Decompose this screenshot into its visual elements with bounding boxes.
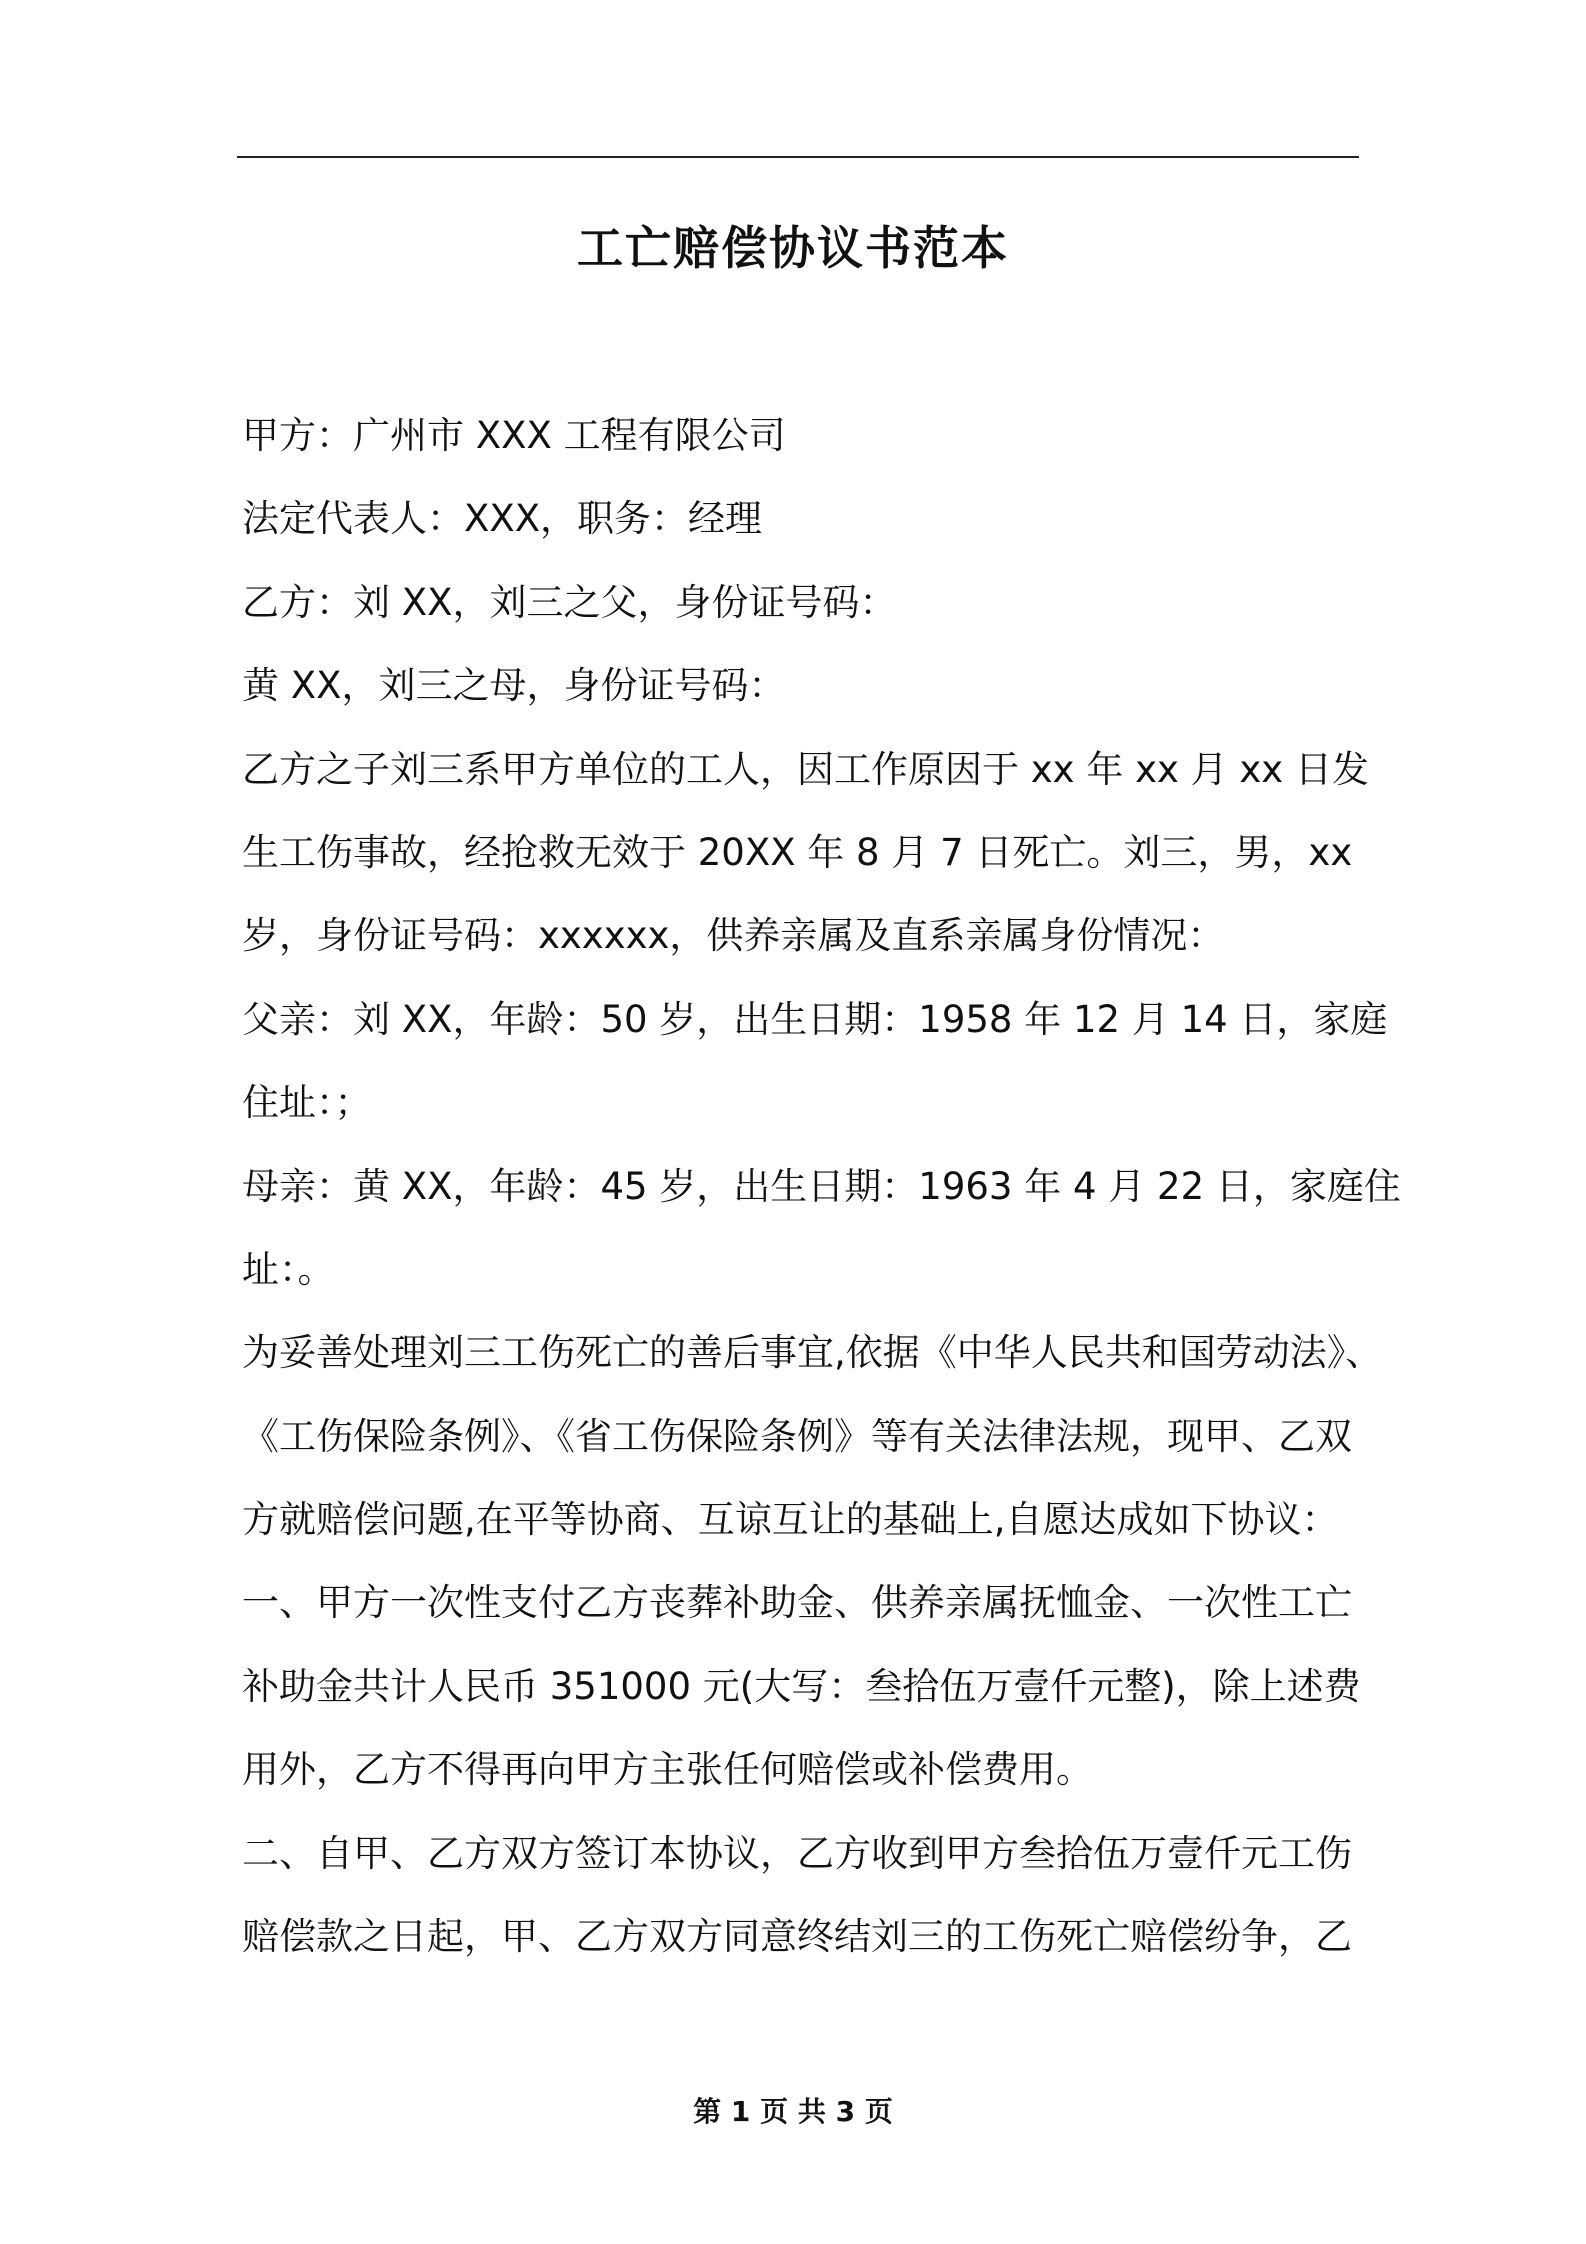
header-rule (237, 156, 1359, 158)
body-line: 用外，乙方不得再向甲方主张任何赔偿或补偿费用。 (242, 1748, 1093, 1792)
body-line: 乙方之子刘三系甲方单位的工人，因工作原因于 xx 年 xx 月 xx 日发 (242, 747, 1369, 791)
body-line: 法定代表人：XXX，职务：经理 (242, 497, 763, 541)
body-line: 赔偿款之日起，甲、乙方双方同意终结刘三的工伤死亡赔偿纷争，乙 (242, 1915, 1352, 1959)
body-line: 《工伤保险条例》、《省工伤保险条例》等有关法律法规，现甲、乙双 (242, 1414, 1352, 1458)
body-line: 生工伤事故，经抢救无效于 20XX 年 8 月 7 日死亡。刘三，男，xx (242, 830, 1353, 874)
body-line: 岁，身份证号码：xxxxxx，供养亲属及直系亲属身份情况： (242, 914, 1225, 958)
document-body (242, 404, 1401, 1988)
body-line: 乙方：刘 XX，刘三之父，身份证号码： (242, 580, 897, 624)
body-line: 方就赔偿问题,在平等协商、互谅互让的基础上,自愿达成如下协议： (242, 1498, 1339, 1542)
body-line: 父亲：刘 XX，年龄：50 岁，出生日期：1958 年 12 月 14 日，家庭 (242, 997, 1388, 1041)
body-line: 甲方：广州市 XXX 工程有限公司 (242, 414, 786, 457)
body-line: 补助金共计人民币 351000 元(大写：叁拾伍万壹仟元整)，除上述费 (242, 1664, 1361, 1708)
body-line: 黄 XX，刘三之母，身份证号码： (242, 664, 786, 708)
document-title: 工亡赔偿协议书范本 (577, 221, 1009, 275)
body-line: 母亲：黄 XX，年龄：45 岁，出生日期：1963 年 4 月 22 日，家庭住 (242, 1164, 1401, 1208)
body-line: 一、甲方一次性支付乙方丧葬补助金、供养亲属抚恤金、一次性工亡 (242, 1581, 1352, 1625)
body-line: 为妥善处理刘三工伤死亡的善后事宜,依据《中华人民共和国劳动法》、 (242, 1331, 1383, 1375)
body-line: 住址：； (242, 1081, 372, 1125)
page-number: 第 1 页 共 3 页 (693, 2095, 893, 2128)
body-line: 址：。 (242, 1247, 335, 1291)
body-line: 二、自甲、乙方双方签订本协议，乙方收到甲方叁拾伍万壹仟元工伤 (242, 1831, 1352, 1875)
